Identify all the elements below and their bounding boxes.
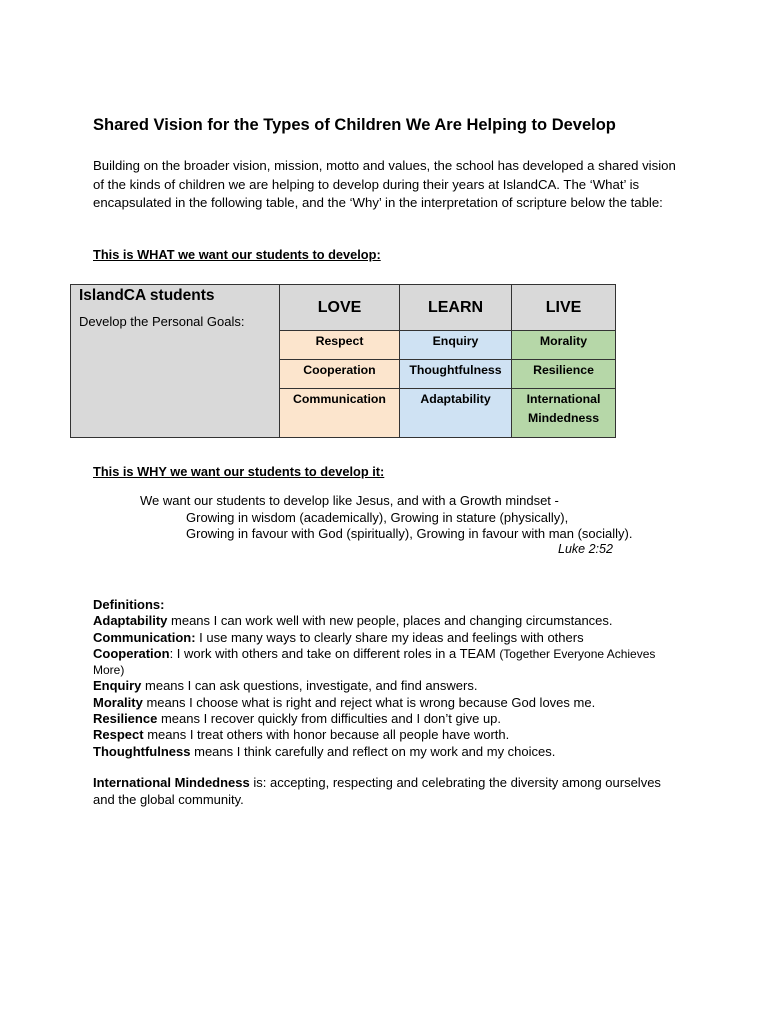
- definition-term: Enquiry: [93, 678, 142, 694]
- cell-text: Morality: [539, 334, 588, 348]
- cell-text: Enquiry: [432, 334, 479, 348]
- why-line-3: Growing in favour with God (spiritually), Growing in favour with man (socially).: [186, 526, 633, 541]
- cell-enquiry: [400, 331, 512, 360]
- table-left-subtitle: Develop the Personal Goals:: [79, 314, 245, 329]
- definition-item: [93, 744, 673, 760]
- definition-term: Adaptability: [93, 613, 168, 629]
- definition-text: means I think carefully and reflect on my work and my choices.: [190, 743, 556, 759]
- definition-item: [93, 613, 673, 629]
- cell-international-mindedness: [512, 389, 616, 438]
- header-love: LOVE: [280, 285, 400, 331]
- cell-thoughtfulness: [400, 360, 512, 389]
- definition-note: (Together Everyone Achieves More): [93, 646, 656, 678]
- definition-term: International Mindedness: [93, 775, 250, 790]
- why-line-1: We want our students to develop like Jesus, and with a Growth mindset -: [140, 493, 559, 508]
- definition-text: means I treat others with honor because all people have worth.: [143, 727, 510, 743]
- scripture-reference: Luke 2:52: [558, 542, 613, 556]
- why-heading: This is WHY we want our students to develop it:: [93, 464, 385, 479]
- definition-text: : I work with others and take on different roles in a TEAM: [169, 645, 500, 661]
- cell-text: Respect: [315, 334, 364, 348]
- definition-item: [93, 727, 673, 743]
- definition-term: Respect: [93, 727, 144, 743]
- header-live: LIVE: [512, 285, 616, 331]
- cell-adaptability: [400, 389, 512, 438]
- cell-cooperation: [280, 360, 400, 389]
- cell-text: Resilience: [533, 363, 594, 377]
- definition-text: I use many ways to clearly share my ideas and feelings with others: [195, 629, 584, 645]
- intro-paragraph: Building on the broader vision, mission, motto and values, the school has developed a shared vision of the kinds of children we are helping to develop during their years at IslandCA. The ‘What’ is encapsulated in the following table, and the ‘Why’ in the interpretation of scripture below the table:: [93, 158, 676, 211]
- why-line-2: Growing in wisdom (academically), Growing in stature (physically),: [186, 510, 569, 525]
- definition-term: Morality: [93, 694, 143, 710]
- table-left-cell: [71, 285, 280, 438]
- definition-term: Communication:: [93, 629, 196, 645]
- cell-communication: [280, 389, 400, 438]
- definition-text: means I can ask questions, investigate, and find answers.: [141, 678, 478, 694]
- definition-item: [93, 646, 673, 679]
- what-heading: This is WHAT we want our students to develop:: [93, 247, 381, 262]
- definition-item: [93, 678, 673, 694]
- cell-resilience: [512, 360, 616, 389]
- definitions-heading: Definitions:: [93, 597, 165, 612]
- header-learn: LEARN: [400, 285, 512, 331]
- definitions-list: [93, 597, 673, 760]
- definition-text: is: accepting, respecting and celebrating the diversity among ourselves and the global community.: [93, 775, 661, 807]
- definition-text: means I choose what is right and reject what is wrong because God loves me.: [142, 694, 596, 710]
- cell-text: Cooperation: [303, 363, 376, 377]
- cell-respect: [280, 331, 400, 360]
- cell-text: Adaptability: [420, 392, 491, 406]
- definition-text: means I can work well with new people, places and changing circumstances.: [167, 613, 613, 629]
- cell-text: Communication: [293, 392, 386, 406]
- definition-item: [93, 630, 673, 646]
- cell-text: Thoughtfulness: [409, 363, 502, 377]
- definition-item: [93, 711, 673, 727]
- definition-item: [93, 695, 673, 711]
- international-mindedness-definition: [93, 775, 683, 808]
- definition-text: means I recover quickly from difficulties and I don’t give up.: [157, 711, 502, 727]
- definition-term: Resilience: [93, 711, 158, 727]
- table-left-title: IslandCA students: [79, 287, 215, 304]
- personal-goals-table: [70, 284, 616, 438]
- definition-term: Cooperation: [93, 645, 170, 661]
- definition-term: Thoughtfulness: [93, 743, 191, 759]
- page-title: Shared Vision for the Types of Children We Are Helping to Develop: [93, 116, 616, 134]
- cell-text: International Mindedness: [526, 392, 601, 425]
- cell-morality: [512, 331, 616, 360]
